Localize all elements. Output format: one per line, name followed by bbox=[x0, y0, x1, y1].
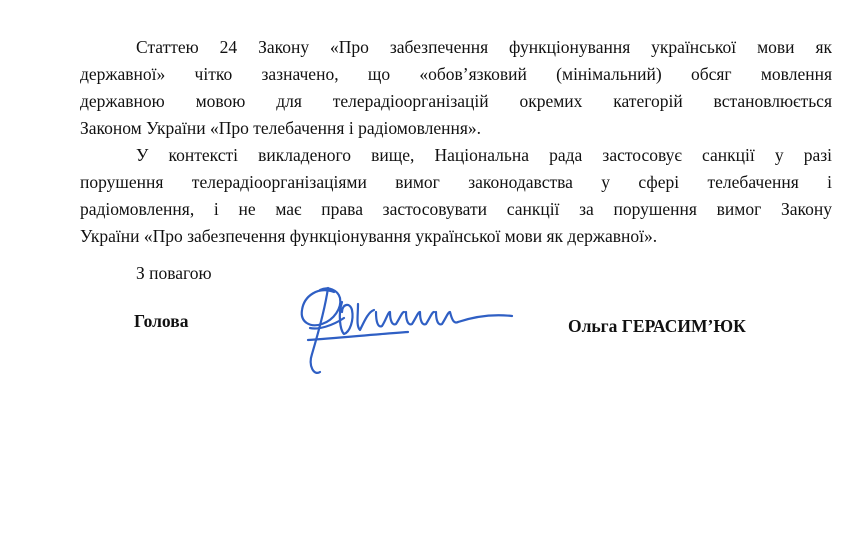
handwritten-signature bbox=[298, 282, 518, 382]
signatory-title: Голова bbox=[134, 311, 189, 331]
paragraph-2-line-2: порушення телерадіоорганізаціями вимог законодавства у сфері телебачення і bbox=[80, 172, 832, 192]
closing-text: З повагою bbox=[136, 263, 212, 283]
paragraph-2-line-3: радіомовлення, і не має права застосовувати санкції за порушення вимог Закону bbox=[80, 199, 832, 219]
paragraph-1-line-1: Статтею 24 Закону «Про забезпечення функціонування української мови як bbox=[136, 37, 832, 57]
paragraph-1-line-4: Законом України «Про телебачення і радіомовлення». bbox=[80, 118, 482, 138]
paragraph-2-line-4: України «Про забезпечення функціонування української мови як державної». bbox=[80, 226, 658, 246]
paragraph-2-line-1: У контексті викладеного вище, Національна рада застосовує санкції у разі bbox=[136, 145, 832, 165]
paragraph-1-line-3: державною мовою для телерадіоорганізацій окремих категорій встановлюється bbox=[80, 91, 832, 111]
paragraph-1-line-2: державної» чітко зазначено, що «обов’язковий (мінімальний) обсяг мовлення bbox=[80, 64, 832, 84]
signatory-name: Ольга ГЕРАСИМ’ЮК bbox=[568, 316, 746, 336]
